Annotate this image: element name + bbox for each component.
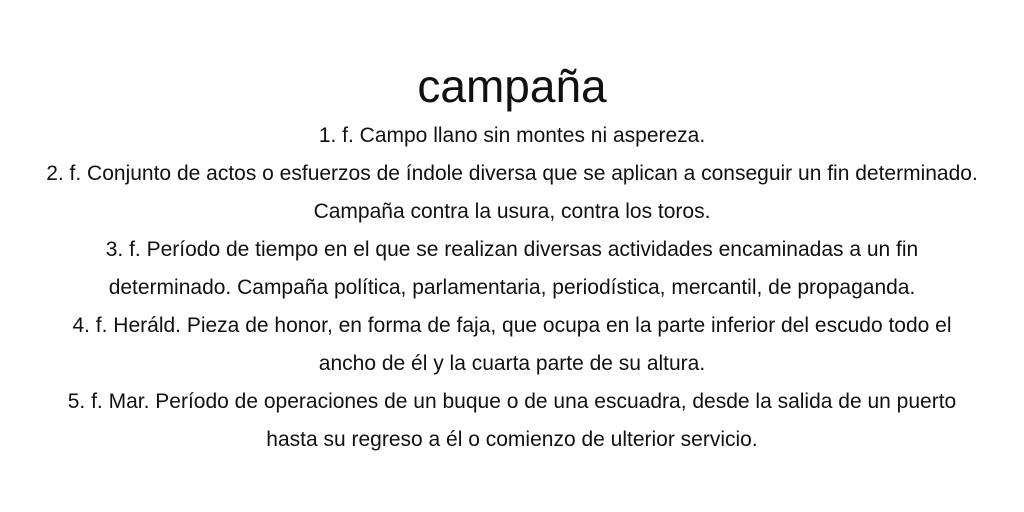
definition-list [42, 117, 982, 459]
definition-3: 3. f. Período de tiempo en el que se realizan diversas actividades encaminadas a un fin determinado. Campaña política, parlamentaria, periodística, mercantil, de propaganda. [105, 238, 919, 299]
definition-5: 5. f. Mar. Período de operaciones de un buque o de una escuadra, desde la salida de un puerto hasta su regreso a él o comienzo de ulterior servicio. [67, 390, 957, 451]
definition-4: 4. f. Heráld. Pieza de honor, en forma de faja, que ocupa en la parte inferior del escudo todo el ancho de él y la cuarta parte de su altura. [72, 314, 952, 375]
headword: campaña [417, 60, 607, 112]
definition-1: 1. f. Campo llano sin montes ni aspereza. [318, 124, 706, 147]
definition-2: 2. f. Conjunto de actos o esfuerzos de índole diversa que se aplican a conseguir un fin determinado. Campaña contra la usura, contra los toros. [46, 162, 978, 223]
